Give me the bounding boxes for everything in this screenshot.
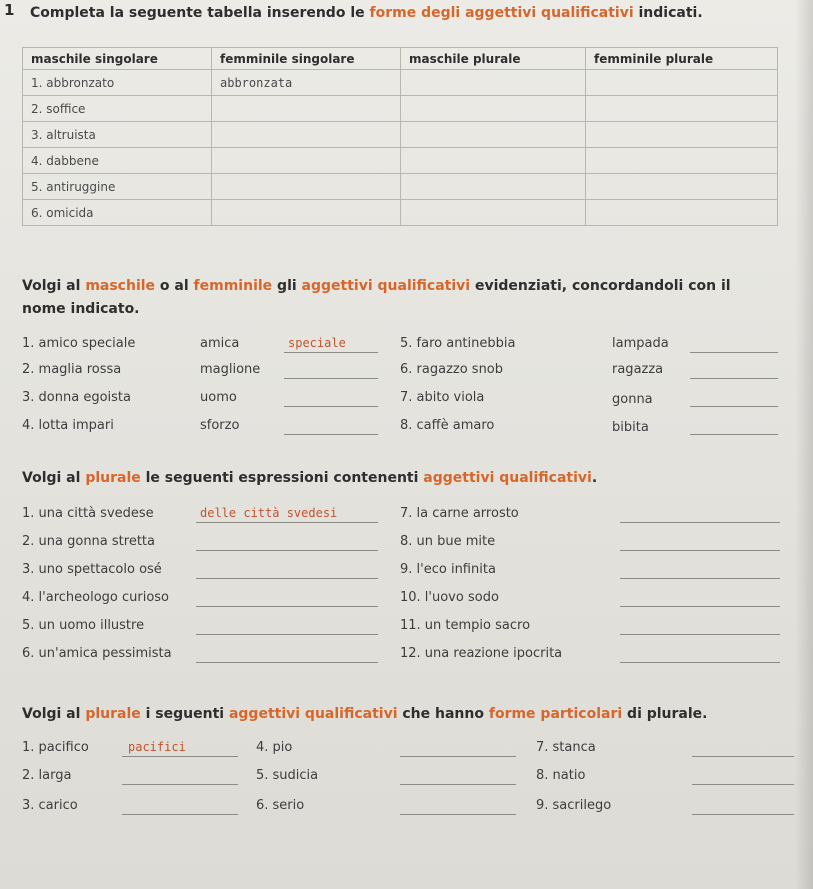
noun-label: sforzo xyxy=(200,418,240,433)
answer-line[interactable] xyxy=(690,406,778,407)
list-item: 8. un bue mite xyxy=(400,534,496,549)
list-item: 5. un uomo illustre xyxy=(22,618,145,633)
answer-line[interactable] xyxy=(196,662,378,663)
list-item: 6. serio xyxy=(256,798,305,813)
answer-line[interactable] xyxy=(620,662,780,663)
table-cell: 2. soffice xyxy=(23,96,212,122)
table-row xyxy=(23,200,778,226)
noun-label: ragazza xyxy=(612,362,664,377)
answer-line[interactable] xyxy=(620,550,780,551)
table-cell-answer[interactable] xyxy=(212,200,401,226)
noun-label: gonna xyxy=(612,392,653,407)
table-cell-answer[interactable] xyxy=(586,200,778,226)
list-item: 1. pacifico xyxy=(22,740,89,755)
noun-label: maglione xyxy=(200,362,261,377)
list-item: 8. caffè amaro xyxy=(400,418,495,433)
answer-line[interactable] xyxy=(692,756,794,757)
list-item: 6. un'amica pessimista xyxy=(22,646,172,661)
list-item: 3. carico xyxy=(22,798,78,813)
table-cell-answer[interactable] xyxy=(401,96,586,122)
answer-line[interactable] xyxy=(284,434,378,435)
table-cell: 5. antiruggine xyxy=(23,174,212,200)
list-item: 2. maglia rossa xyxy=(22,362,122,377)
list-item: 5. sudicia xyxy=(256,768,319,783)
table-cell-answer[interactable] xyxy=(212,122,401,148)
handwritten-answer: delle città svedesi xyxy=(200,506,338,520)
table-row xyxy=(23,148,778,174)
answer-line[interactable] xyxy=(196,606,378,607)
table-cell: 4. dabbene xyxy=(23,148,212,174)
noun-label: amica xyxy=(200,336,240,351)
answer-line[interactable] xyxy=(122,784,238,785)
answer-line[interactable] xyxy=(690,352,778,353)
table-cell: 6. omicida xyxy=(23,200,212,226)
list-item: 8. natio xyxy=(536,768,586,783)
exercise-number: 1 xyxy=(4,1,15,19)
list-item: 7. stanca xyxy=(536,740,596,755)
answer-line[interactable] xyxy=(196,578,378,579)
list-item: 12. una reazione ipocrita xyxy=(400,646,563,661)
column-header: maschile plurale xyxy=(401,48,586,70)
answer-line[interactable] xyxy=(196,550,378,551)
column-header: femminile plurale xyxy=(586,48,778,70)
table-cell: 3. altruista xyxy=(23,122,212,148)
column-header: femminile singolare xyxy=(212,48,401,70)
list-item: 2. larga xyxy=(22,768,72,783)
answer-line[interactable] xyxy=(620,522,780,523)
table-cell-answer[interactable] xyxy=(401,148,586,174)
answer-line[interactable] xyxy=(122,756,238,757)
table-cell-answer[interactable] xyxy=(401,174,586,200)
list-item: 2. una gonna stretta xyxy=(22,534,155,549)
list-item: 6. ragazzo snob xyxy=(400,362,504,377)
list-item: 7. abito viola xyxy=(400,390,485,405)
exercise-2-instruction: Volgi al maschile o al femminile gli aggettivi qualificativi evidenziati, concordandoli con il xyxy=(22,278,731,294)
answer-line[interactable] xyxy=(122,814,238,815)
list-item: 7. la carne arrosto xyxy=(400,506,519,521)
list-item: 9. l'eco infinita xyxy=(400,562,496,577)
list-item: 1. amico speciale xyxy=(22,336,136,351)
table-row xyxy=(23,174,778,200)
table-cell-answer[interactable]: abbronzata xyxy=(212,70,401,96)
answer-line[interactable] xyxy=(284,378,378,379)
column-header: maschile singolare xyxy=(23,48,212,70)
table-cell-answer[interactable] xyxy=(586,122,778,148)
exercise-1-instruction: Completa la seguente tabella inserendo le forme degli aggettivi qualificativi indicati. xyxy=(30,5,703,21)
answer-line[interactable] xyxy=(620,606,780,607)
list-item: 3. donna egoista xyxy=(22,390,131,405)
list-item: 1. una città svedese xyxy=(22,506,154,521)
handwritten-answer: pacifici xyxy=(128,740,186,754)
table-cell-answer[interactable] xyxy=(212,96,401,122)
exercise-4-instruction: Volgi al plurale i seguenti aggettivi qualificativi che hanno forme particolari di plurale. xyxy=(22,706,708,722)
table-cell: 1. abbronzato xyxy=(23,70,212,96)
table-cell-answer[interactable] xyxy=(401,122,586,148)
list-item: 4. pio xyxy=(256,740,293,755)
exercise-2-instruction-cont: nome indicato. xyxy=(22,301,140,317)
answer-line[interactable] xyxy=(400,784,516,785)
answer-line[interactable] xyxy=(196,522,378,523)
answer-line[interactable] xyxy=(400,814,516,815)
answer-line[interactable] xyxy=(692,784,794,785)
answer-line[interactable] xyxy=(284,406,378,407)
list-item: 9. sacrilego xyxy=(536,798,612,813)
list-item: 3. uno spettacolo osé xyxy=(22,562,162,577)
table-cell-answer[interactable] xyxy=(212,148,401,174)
answer-line[interactable] xyxy=(620,578,780,579)
table-cell-answer[interactable] xyxy=(586,70,778,96)
table-cell-answer[interactable] xyxy=(401,200,586,226)
list-item: 4. lotta impari xyxy=(22,418,114,433)
list-item: 10. l'uovo sodo xyxy=(400,590,499,605)
list-item: 11. un tempio sacro xyxy=(400,618,531,633)
answer-line[interactable] xyxy=(690,434,778,435)
list-item: 4. l'archeologo curioso xyxy=(22,590,170,605)
table-row xyxy=(23,122,778,148)
handwritten-answer: speciale xyxy=(288,336,346,350)
noun-label: uomo xyxy=(200,390,237,405)
table-cell-answer[interactable] xyxy=(401,70,586,96)
table-cell-answer[interactable] xyxy=(586,96,778,122)
adjective-forms-table xyxy=(22,47,778,226)
page-edge-shadow xyxy=(795,0,813,889)
exercise-3-instruction: Volgi al plurale le seguenti espressioni contenenti aggettivi qualificativi. xyxy=(22,470,598,486)
table-row xyxy=(23,70,778,96)
table-cell-answer[interactable] xyxy=(212,174,401,200)
answer-line[interactable] xyxy=(400,756,516,757)
answer-line[interactable] xyxy=(196,634,378,635)
list-item: 5. faro antinebbia xyxy=(400,336,516,351)
noun-label: bibita xyxy=(612,420,649,435)
table-cell-answer[interactable] xyxy=(586,148,778,174)
table-cell-answer[interactable] xyxy=(586,174,778,200)
table-row xyxy=(23,96,778,122)
noun-label: lampada xyxy=(612,336,669,351)
answer-line[interactable] xyxy=(690,378,778,379)
answer-line[interactable] xyxy=(284,352,378,353)
answer-line[interactable] xyxy=(620,634,780,635)
table-header-row xyxy=(23,48,778,70)
answer-line[interactable] xyxy=(692,814,794,815)
